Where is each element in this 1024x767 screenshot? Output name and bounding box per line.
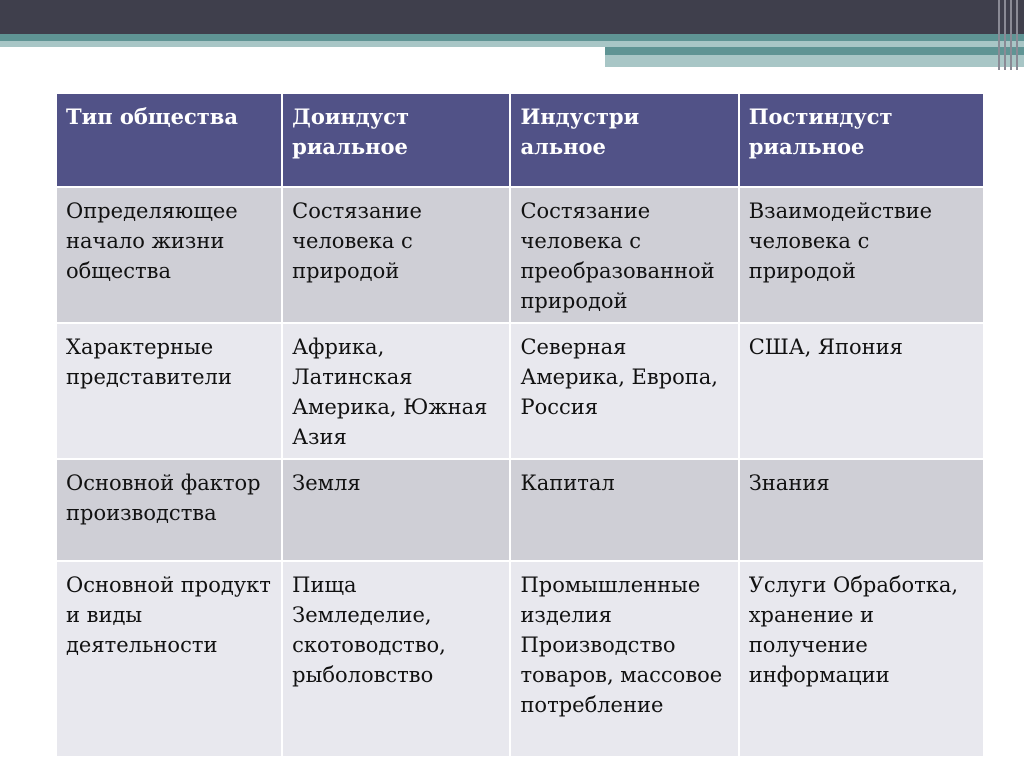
header-industrial: Индустри альное (510, 93, 738, 187)
table-cell: Состязание человека с преобразованной природой (510, 187, 738, 323)
row-label: Характерные представители (56, 323, 282, 459)
row-label: Основной фактор производства (56, 459, 282, 561)
table-cell: Состязание человека с природой (282, 187, 510, 323)
table-cell: Капитал (510, 459, 738, 561)
right-accent-block-light (605, 55, 1024, 67)
table-cell: Взаимодействие человека с природой (739, 187, 984, 323)
top-decorative-bar (0, 0, 1024, 34)
table-cell: Промышленные изделия Производство товаров, массовое потребление (510, 561, 738, 757)
row-label: Основной продукт и виды деятельности (56, 561, 282, 757)
corner-decoration (994, 0, 1024, 70)
table-row (56, 187, 984, 323)
header-postindustrial: Постиндуст риальное (739, 93, 984, 187)
society-types-table (55, 92, 985, 758)
table-row (56, 323, 984, 459)
table-cell: Африка, Латинская Америка, Южная Азия (282, 323, 510, 459)
table-cell: Услуги Обработка, хранение и получение информации (739, 561, 984, 757)
table-cell: США, Япония (739, 323, 984, 459)
header-preindustrial: Доиндуст риальное (282, 93, 510, 187)
table-cell: Знания (739, 459, 984, 561)
table-row (56, 459, 984, 561)
right-accent-block (605, 47, 1024, 55)
table-row (56, 561, 984, 757)
table-cell: Северная Америка, Европа, Россия (510, 323, 738, 459)
teal-stripe (0, 34, 1024, 41)
row-label: Определяющее начало жизни общества (56, 187, 282, 323)
table-header-row (56, 93, 984, 187)
header-society-type: Тип общества (56, 93, 282, 187)
table-cell: Земля (282, 459, 510, 561)
table-cell: Пища Земледелие, скотоводство, рыболовство (282, 561, 510, 757)
